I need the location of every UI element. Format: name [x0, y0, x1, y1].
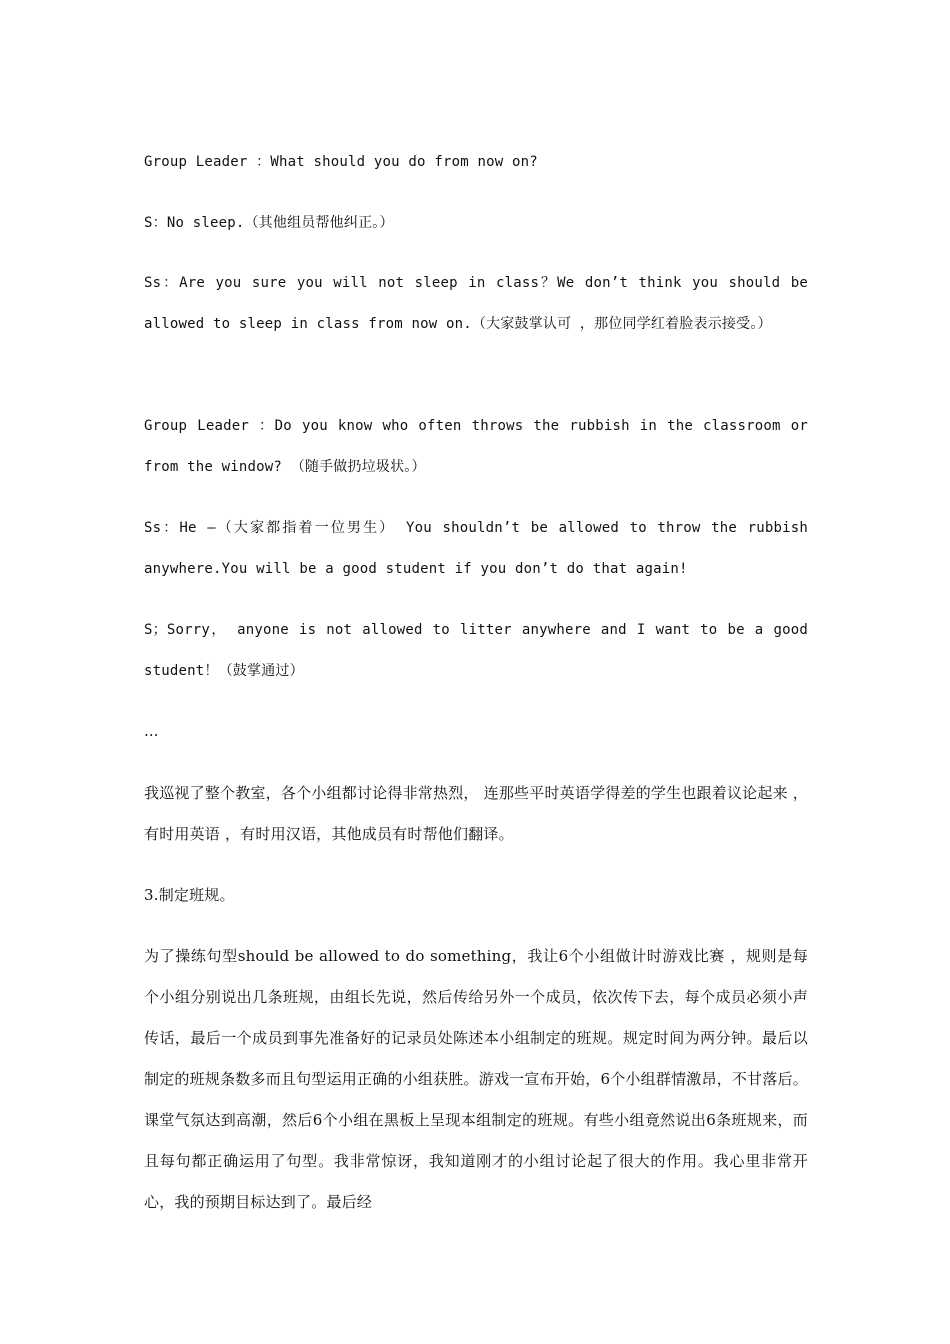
ellipsis-line: … — [144, 724, 159, 740]
dialogue-line-group-response: Ss：Are you sure you will not sleep in class？We don’t think you should be allowed to sleep in class from now on.（大家鼓掌认可 ，那位同学红着脸表示接受。） — [144, 275, 808, 332]
section-heading: 3.制定班规。 — [144, 886, 235, 904]
dialogue-line-leader-question: Group Leader ：What should you do from now on? — [144, 154, 538, 170]
narrative-paragraph-observation: 我巡视了整个教室，各个小组都讨论得非常热烈， 连那些平时英语学得差的学生也跟着议论起来 ，有时用英语 ，有时用汉语，其他成员有时帮他们翻译。 — [144, 784, 808, 843]
dialogue-line-leader-rubbish: Group Leader ：Do you know who often throws the rubbish in the classroom or from the window? （随手做扔垃圾状。） — [144, 418, 808, 475]
dialogue-line-group-rubbish: Ss：He —（大家都指着一位男生） You shouldn’t be allowed to throw the rubbish anywhere.You will be a good student if you don’t do that again! — [144, 520, 808, 577]
dialogue-line-student-reply: S：No sleep.（其他组员帮他纠正。） — [144, 215, 394, 231]
dialogue-line-student-sorry: S；Sorry， anyone is not allowed to litter anywhere and I want to be a good student！（鼓掌通过） — [144, 622, 808, 679]
narrative-paragraph-class-rules: 为了操练句型should be allowed to do something，我让6个小组做计时游戏比赛 ，规则是每个小组分别说出几条班规，由组长先说，然后传给另外一个成员，依次传下去，每个成员必须小声传话，最后一个成员到事先准备好的记录员处陈述本小组制定的班规。规定时间为两分钟。最后以制定的班规条数多而且句型运用正确的小组获胜。游戏一宣布开始，6个小组群情激昂，不甘落后。课堂气氛达到高潮，然后6个小组在黑板上呈现本组制定的班规。有些小组竟然说出6条班规来，而且每句都正确运用了句型。我非常惊讶，我知道刚才的小组讨论起了很大的作用。我心里非常开心，我的预期目标达到了。最后经 — [144, 947, 808, 1211]
